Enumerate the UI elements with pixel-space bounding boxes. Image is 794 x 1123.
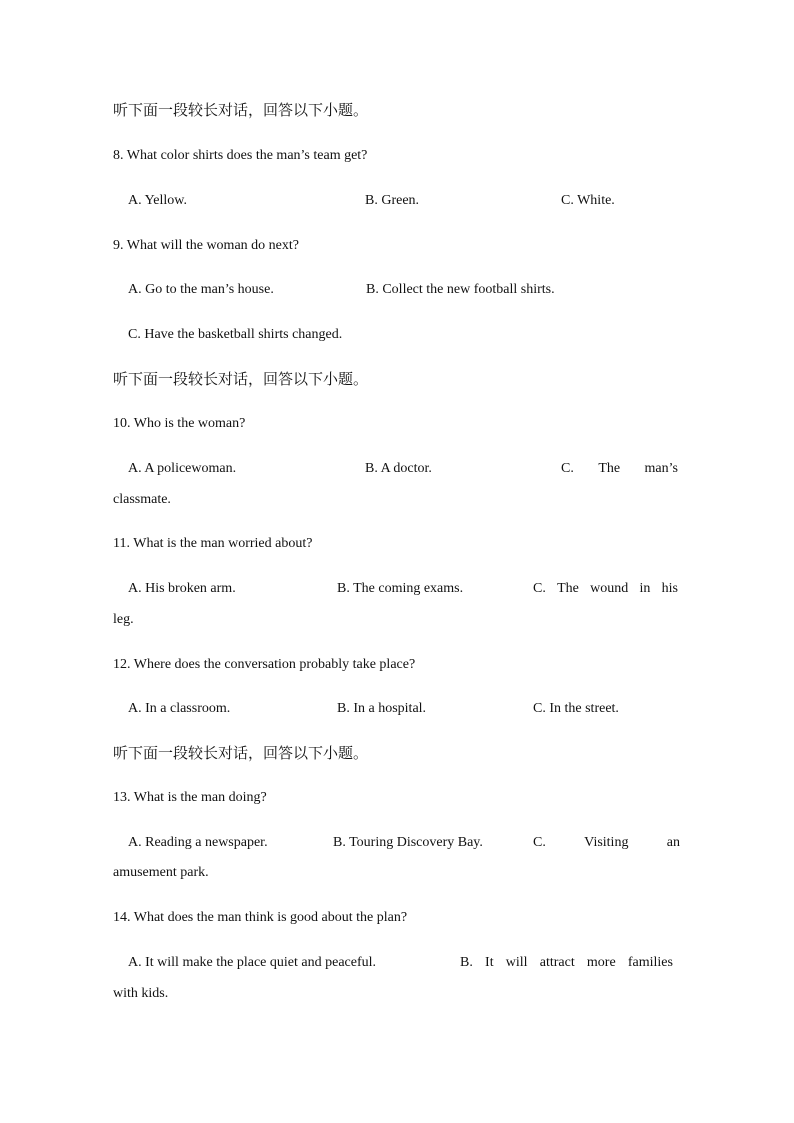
question-11-option-c — [533, 579, 678, 599]
question-13-option-c-continued: amusement park. — [113, 865, 209, 880]
question-12-stem: 12. Where does the conversation probably take place? — [113, 657, 416, 672]
option-word: Visiting — [584, 835, 629, 850]
option-word: will — [505, 955, 528, 970]
question-13-option-a: A. Reading a newspaper. — [128, 835, 268, 850]
option-word: more — [586, 955, 616, 970]
option-word: wound — [590, 581, 629, 596]
question-13-option-c — [533, 833, 680, 853]
question-9-option-b: B. Collect the new football shirts. — [366, 282, 555, 297]
option-word: an — [666, 835, 680, 850]
option-word: attract — [539, 955, 575, 970]
question-14-option-b-continued: with kids. — [113, 986, 169, 1001]
question-10-option-a: A. A policewoman. — [128, 461, 237, 476]
question-11-option-b: B. The coming exams. — [337, 581, 464, 596]
question-9-stem: 9. What will the woman do next? — [113, 238, 299, 253]
question-8-option-a: A. Yellow. — [128, 193, 187, 208]
question-12-option-a: A. In a classroom. — [128, 701, 231, 716]
question-12-option-b: B. In a hospital. — [337, 701, 427, 716]
section-instruction: 听下面一段较长对话，回答以下小题。 — [113, 101, 369, 119]
option-word: C. — [533, 835, 546, 850]
question-14-stem: 14. What does the man think is good about the plan? — [113, 910, 408, 925]
section-instruction: 听下面一段较长对话，回答以下小题。 — [113, 370, 369, 388]
question-11-option-c-continued: leg. — [113, 612, 134, 627]
question-14-option-a: A. It will make the place quiet and peaceful. — [128, 955, 377, 970]
question-10-option-c-continued: classmate. — [113, 492, 171, 507]
question-11-stem: 11. What is the man worried about? — [113, 536, 313, 551]
option-word: It — [485, 955, 494, 970]
option-word: in — [639, 581, 651, 596]
question-8-option-c: C. White. — [561, 193, 615, 208]
option-word: B. — [460, 955, 473, 970]
question-9-option-a: A. Go to the man’s house. — [128, 282, 274, 297]
option-word: C. — [533, 581, 546, 596]
question-10-option-b: B. A doctor. — [365, 461, 432, 476]
option-word: The — [557, 581, 579, 596]
question-10-stem: 10. Who is the woman? — [113, 416, 246, 431]
question-13-option-b: B. Touring Discovery Bay. — [333, 835, 483, 850]
question-9-option-c: C. Have the basketball shirts changed. — [128, 327, 343, 342]
option-word: his — [661, 581, 678, 596]
option-word: C. — [561, 461, 574, 476]
option-word: man’s — [644, 461, 678, 476]
option-word: families — [627, 955, 673, 970]
question-8-option-b: B. Green. — [365, 193, 420, 208]
question-12-option-c: C. In the street. — [533, 701, 619, 716]
option-word: The — [598, 461, 621, 476]
question-14-option-b — [460, 953, 673, 973]
question-13-stem: 13. What is the man doing? — [113, 790, 267, 805]
question-8-stem: 8. What color shirts does the man’s team get? — [113, 148, 368, 163]
question-11-option-a: A. His broken arm. — [128, 581, 236, 596]
question-10-option-c — [561, 459, 678, 479]
section-instruction: 听下面一段较长对话，回答以下小题。 — [113, 744, 369, 762]
